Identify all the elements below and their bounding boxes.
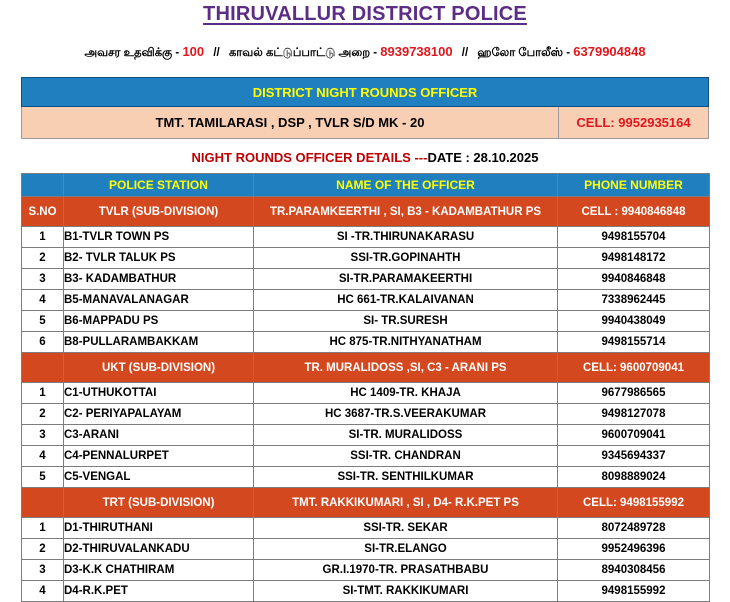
page-title: THIRUVALLUR DISTRICT POLICE (203, 3, 527, 25)
phone-number: 9345694337 (558, 446, 710, 467)
subdivision-name: UKT (SUB-DIVISION) (64, 353, 254, 383)
officer-name: SI-TR.PARAMAKEERTHI (254, 269, 558, 290)
subdivision-name: TRT (SUB-DIVISION) (64, 488, 254, 518)
phone-number: 7338962445 (558, 290, 710, 311)
serial-number: 5 (22, 467, 64, 488)
serial-number: 2 (22, 404, 64, 425)
sno-label (22, 353, 64, 383)
table-row (22, 269, 710, 290)
table-row (22, 539, 710, 560)
serial-number: 4 (22, 290, 64, 311)
police-station: B3- KADAMBATHUR (64, 269, 254, 290)
serial-number: 2 (22, 248, 64, 269)
hello-police-label: ஹலோ போலீஸ் - (477, 47, 571, 59)
sno-label (22, 488, 64, 518)
officer-name: GR.I.1970-TR. PRASATHBABU (254, 560, 558, 581)
officer-column-header: NAME OF THE OFFICER (254, 174, 558, 197)
table-row (22, 581, 710, 602)
table-row (22, 248, 710, 269)
officer-name: SSI-TR.GOPINAHTH (254, 248, 558, 269)
serial-number: 1 (22, 518, 64, 539)
table-row (22, 518, 710, 539)
table-header-row (22, 174, 710, 197)
police-station: D4-R.K.PET (64, 581, 254, 602)
serial-number: 3 (22, 560, 64, 581)
serial-number: 4 (22, 446, 64, 467)
table-row (22, 383, 710, 404)
table-row (22, 467, 710, 488)
separator: // (213, 47, 220, 59)
serial-number: 4 (22, 581, 64, 602)
police-station: B2- TVLR TALUK PS (64, 248, 254, 269)
details-heading (0, 150, 730, 165)
phone-number: 8098889024 (558, 467, 710, 488)
table-row (22, 425, 710, 446)
serial-number: 5 (22, 311, 64, 332)
subdivision-officer: TR.PARAMKEERTHI , SI, B3 - KADAMBATHUR PS (254, 197, 558, 227)
details-label: NIGHT ROUNDS OFFICER DETAILS --- (191, 150, 428, 165)
police-station: D3-K.K CHATHIRAM (64, 560, 254, 581)
officer-name: HC 661-TR.KALAIVANAN (254, 290, 558, 311)
officer-name: HC 1409-TR. KHAJA (254, 383, 558, 404)
phone-number: 9952496396 (558, 539, 710, 560)
subdivision-row (22, 488, 710, 518)
district-officer-name: TMT. TAMILARASI , DSP , TVLR S/D MK - 20 (22, 107, 559, 138)
officer-name: SI-TR.ELANGO (254, 539, 558, 560)
district-officer-cell: CELL: 9952935164 (576, 115, 691, 130)
serial-number: 1 (22, 383, 64, 404)
phone-number: 9940438049 (558, 311, 710, 332)
serial-number: 3 (22, 425, 64, 446)
serial-number: 2 (22, 539, 64, 560)
subdivision-cell: CELL : 9940846848 (558, 197, 710, 227)
subdivision-officer: TR. MURALIDOSS ,SI, C3 - ARANI PS (254, 353, 558, 383)
phone-number: 9498155714 (558, 332, 710, 353)
phone-number: 9940846848 (558, 269, 710, 290)
phone-number: 8940308456 (558, 560, 710, 581)
emergency-label: அவசர உதவிக்கு - (84, 47, 180, 59)
table-row (22, 446, 710, 467)
district-officer-row (21, 107, 709, 139)
serial-number: 3 (22, 269, 64, 290)
police-station: C2- PERIYAPALAYAM (64, 404, 254, 425)
officer-name: SSI-TR. SEKAR (254, 518, 558, 539)
phone-number: 9498148172 (558, 248, 710, 269)
officer-name: SSI-TR. SENTHILKUMAR (254, 467, 558, 488)
night-rounds-table (21, 173, 710, 602)
control-room-number: 8939738100 (380, 44, 453, 59)
officer-name: HC 875-TR.NITHYANATHAM (254, 332, 558, 353)
table-row (22, 560, 710, 581)
phone-number: 9600709041 (558, 425, 710, 446)
details-date: DATE : 28.10.2025 (427, 150, 539, 165)
officer-name: SI-TR. MURALIDOSS (254, 425, 558, 446)
subdivision-officer: TMT. RAKKIKUMARI , SI , D4- R.K.PET PS (254, 488, 558, 518)
helpline-bar (0, 44, 730, 61)
officer-name: SI-TMT. RAKKIKUMARI (254, 581, 558, 602)
table-row (22, 332, 710, 353)
police-station: D1-THIRUTHANI (64, 518, 254, 539)
officer-name: SI -TR.THIRUNAKARASU (254, 227, 558, 248)
phone-column-header: PHONE NUMBER (558, 174, 710, 197)
table-row (22, 311, 710, 332)
phone-number: 9498127078 (558, 404, 710, 425)
police-station: C3-ARANI (64, 425, 254, 446)
subdivision-cell: CELL: 9600709041 (558, 353, 710, 383)
phone-number: 9677986565 (558, 383, 710, 404)
phone-number: 8072489728 (558, 518, 710, 539)
police-station: B1-TVLR TOWN PS (64, 227, 254, 248)
subdivision-cell: CELL: 9498155992 (558, 488, 710, 518)
police-station-column-header: POLICE STATION (64, 174, 254, 197)
subdivision-row (22, 353, 710, 383)
serial-number: 1 (22, 227, 64, 248)
police-station: B6-MAPPADU PS (64, 311, 254, 332)
night-rounds-banner: DISTRICT NIGHT ROUNDS OFFICER (21, 77, 709, 107)
police-station: D2-THIRUVALANKADU (64, 539, 254, 560)
separator: // (461, 47, 469, 59)
phone-number: 9498155992 (558, 581, 710, 602)
hello-police-number: 6379904848 (573, 44, 646, 59)
emergency-number: 100 (182, 44, 205, 59)
officer-name: SSI-TR. CHANDRAN (254, 446, 558, 467)
officer-name: HC 3687-TR.S.VEERAKUMAR (254, 404, 558, 425)
sno-label: S.NO (22, 197, 64, 227)
police-station: C4-PENNALURPET (64, 446, 254, 467)
police-station: B5-MANAVALANAGAR (64, 290, 254, 311)
table-row (22, 227, 710, 248)
serial-number: 6 (22, 332, 64, 353)
officer-name: SI- TR.SURESH (254, 311, 558, 332)
table-row (22, 290, 710, 311)
subdivision-name: TVLR (SUB-DIVISION) (64, 197, 254, 227)
phone-number: 9498155704 (558, 227, 710, 248)
police-station: C1-UTHUKOTTAI (64, 383, 254, 404)
police-station: C5-VENGAL (64, 467, 254, 488)
table-row (22, 404, 710, 425)
control-room-label: காவல் கட்டுப்பாட்டு அறை - (228, 47, 378, 59)
subdivision-row (22, 197, 710, 227)
police-station: B8-PULLARAMBAKKAM (64, 332, 254, 353)
sno-column-header (22, 174, 64, 197)
